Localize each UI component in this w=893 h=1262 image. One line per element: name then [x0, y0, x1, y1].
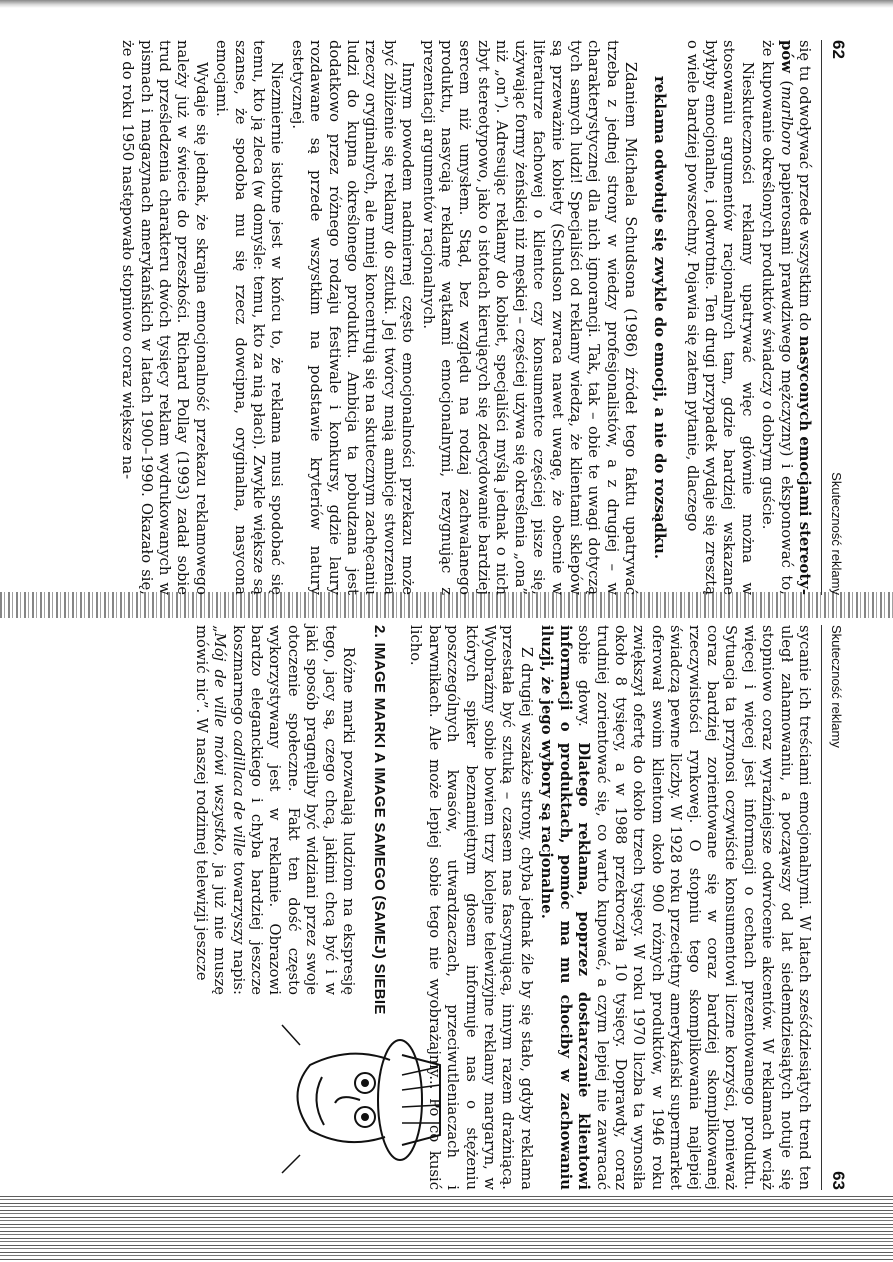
- page-62: [38, 40, 850, 595]
- book-spine-shadow: [0, 592, 893, 618]
- page-63: [38, 625, 850, 1190]
- paragraph: Nieskuteczności reklamy upatrywać więc głównie można w stosowaniu argumentów racjonalnych tam, gdzie bardziej wskazane byłyby emocjonalne, i odwrotnie. Ten drugi przypadek wydaje się zresztą o wiele bardziej powszechny. Pojawia się zatem pytanie, dlaczego: [683, 40, 756, 595]
- paragraph: Różne marki pozwalają ludziom na ekspresję tego, jacy są, czego chcą, jakimi chcą być i w jaki sposób pragnęliby być widziani przez swoje otoczenie społeczne. Fakt ten dość często wykorzystywany jest w reklamie. Obrazowi bardzo eleganckiego i chyba bardziej jeszcze koszmarnego cadillaca de ville towarzyszy napis: „Mój de ville mówi wszystko, ja już nie muszę mówić nic”. W naszej rodzimej telewizji jeszcze: [192, 625, 358, 995]
- paragraph: się tu odwoływać przede wszystkim do nasyconych emocjami stereoty-pów (marlboro papierosami prawdziwego mężczyzny) i eksponować to, że kupowanie określonych produktów świadczy o dobrym guście.: [759, 40, 813, 596]
- running-header: [821, 625, 850, 1190]
- section-heading: 2. IMAGE MARKI A IMAGE SAMEGO (SAMEJ) SIEBIE: [371, 625, 389, 1015]
- scan-edge-top: [0, 0, 893, 8]
- running-title: Skuteczność reklamy: [829, 472, 844, 595]
- paragraph: Innym powodem nadmiernej często emocjonalności przekazu może być zbliżenie się reklamy do sztuki. Jej twórcy mają ambicje stworzenia rzeczy oryginalnych, ale mniej koncentrują się na skutecznym zachęcaniu ludzi do kupna określonego produktu. Ambicja ta pobudzana jest dodatkowo przez różnego rodzaju festiwale i konkursy, gdzie laury rozdawane są przede wszystkim na podstawie kryteriów natury estetycznej.: [288, 40, 417, 595]
- running-header: [821, 40, 850, 595]
- paragraph: sycanie ich treściami emocjonalnymi. W latach sześćdziesiątych trend ten uległ zahamowaniu, a począwszy od lat siedemdziesiątych notuje się stopniowo coraz wyraźniejsze odwrócenie akcentów. W reklamach wciąż więcej i więcej jest informacji o cechach prezentowanego produktu. Sytuacja ta przynosi oczywiście konsumentowi liczne korzyści, ponieważ coraz bardziej zorientowane się w coraz bardziej skomplikowanej rzeczywistości rynkowej. O stopniu tego skomplikowania najlepiej świadczą pewne liczby. W 1928 roku przeciętny amerykański supermarket oferował swoim klientom około 900 różnych produktów, w 1946 roku zwiększył ofertę do około trzech tysięcy. W roku 1970 liczba ta wynosiła około 8 tysięcy, a w 1988 przekroczyła 10 tysięcy. Doprawdy, coraz trudniej zorientować się, co warto kupować, a czym lepiej nie zawracać sobie głowy. Dlatego reklama, poprzez dostarczanie klientowi informacji o produktach, pomóc ma mu chociby w zachowaniu iluzji, że jego wybory są racjonalne.: [538, 625, 813, 1191]
- paragraph: Niezmiernie istotne jest w końcu to, że reklama musi spodobać się temu, kto ją zleca (w domyśle: temu, kto za nią płaci). Zwykle większe są szanse, że spodoba mu się rzecz dowcipna, oryginalna, nasycona emocjami.: [213, 40, 286, 595]
- scan-edge-bottom: [0, 1196, 893, 1262]
- paragraph: Wydaje się jednak, że skrajna emocjonalność przekazu reklamowego należy już w świecie do przeszłości. Richard Pollay (1993) zadał sobie trud prześledzenia charakteru dwóch tysięcy reklam wydrukowanych w pismach i magazynach amerykańskich w latach 1900–1990. Okazało się, że do roku 1950 następowało stopniowo coraz większe na-: [119, 40, 210, 595]
- paragraph: Zdaniem Michaela Schudsona (1986) źródeł tego faktu upatrywać trzeba z jednej strony w wiedzy profesjonalistów, a z drugiej – w charakterystycznej dla nich ignorancji. Tak, tak – obie te uwagi dotyczą tych samych ludzi! Specjaliści od reklamy wiedzą, że klientami sklepów są przeważnie kobiety (Schudson zwraca nawet uwagę, że obecnie w literaturze fachowej o klientce czy konsumentce częściej pisze się, używając formy żeńskiej niż męskiej – częściej używa się określenia „ona” niż „on”). Adresując reklamy do kobiet, specjaliści myślą jednak o nich zbyt stereotypowo, jako o istotach kierujących się zdecydowanie bardziej sercem niż umysłem. Stąd, bez względu na rodzaj zachwalanego produktu, nasycają reklamę wątkami emocjonalnymi, rezygnując z prezentacji argumentów racjonalnych.: [419, 40, 640, 595]
- page-number: 63: [829, 1171, 848, 1190]
- paragraph: Z drugiej wszakże strony, chyba jednak źle by się stało, gdyby reklama przestała być sztuką – czasem nas fascynującą, innym razem drażniącą. Wyobraźmy sobie bowiem trzy kolejne telewizyjne reklamy margaryn, w których spiker beznamiętnym głosem informuje nas o stężeniu poszczególnych kwasów, utwardzaczach, przeciwutleniaczach i barwnikach. Ale może lepiej sobie tego nie wyobrażajmy... Po co kusić licho.: [407, 625, 535, 1190]
- cartoon-man-with-hat-illustration: [280, 1005, 460, 1180]
- running-title: Skuteczność reklamy: [829, 625, 844, 748]
- section-heading: reklama odwołuje się zwykle do emocji, a nie do rozsądku.: [651, 75, 669, 560]
- page-number: 62: [829, 40, 848, 59]
